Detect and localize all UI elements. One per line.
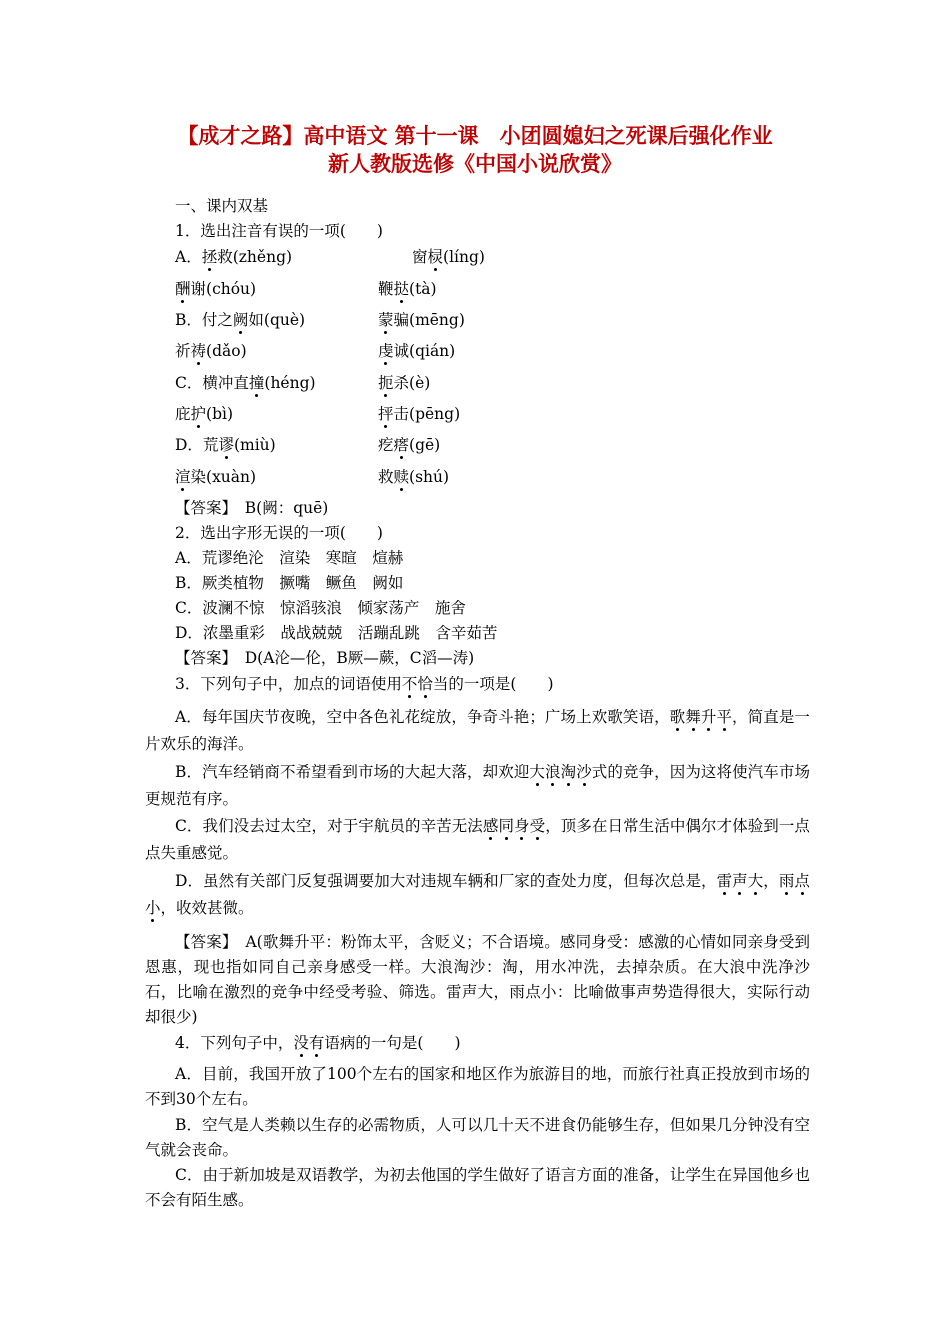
q1-option-a3: 酬谢(chóu)	[175, 280, 257, 298]
q1-option-a1: A．拯救(zhěng)	[175, 248, 293, 266]
q1-option-b2: 蒙骗(mēng)	[378, 311, 465, 329]
q2-answer: 【答案】 D(A沦—伦，B厥—蕨，C滔—涛)	[175, 649, 475, 667]
page-subtitle	[0, 150, 950, 178]
q1-option-d3: 渲染(xuàn)	[175, 468, 257, 486]
section-heading: 一、课内双基	[175, 197, 269, 215]
q3-option-d: D．虽然有关部门反复强调要加大对违规车辆和厂家的查处力度，但每次总是，雷声大，雨点小，收效甚微。	[145, 872, 810, 917]
title-line-1: 【成才之路】高中语文 第十一课 小团圆媳妇之死课后强化作业	[177, 124, 773, 148]
q4-stem: 4．下列句子中，没有语病的一句是( )	[175, 1034, 461, 1052]
q3-option-b: B．汽车经销商不希望看到市场的大起大落，却欢迎大浪淘沙式的竞争，因为这将使汽车市场更规范有序。	[145, 763, 810, 808]
q1-option-b1: B．付之阙如(què)	[175, 311, 306, 329]
q1-option-c2: 扼杀(è)	[378, 374, 431, 392]
q3-stem: 3．下列句子中，加点的词语使用不恰当的一项是( )	[175, 675, 554, 693]
q3-option-a: A．每年国庆节夜晚，空中各色礼花绽放，争奇斗艳；广场上欢歌笑语，歌舞升平，简直是一片欢乐的海洋。	[145, 708, 810, 753]
q2-stem: 2．选出字形无误的一项( )	[175, 524, 383, 542]
q1-option-b4: 虔诚(qián)	[378, 342, 456, 360]
page-title	[0, 122, 950, 150]
q2-option-a: A．荒谬绝沦 渲染 寒暄 煊赫	[175, 549, 404, 567]
q1-option-c3: 庇护(bì)	[175, 405, 234, 423]
q2-option-c: C．波澜不惊 惊滔骇浪 倾家荡产 施舍	[175, 599, 466, 617]
q4-option-c: C．由于新加坡是双语教学，为初去他国的学生做好了语言方面的准备，让学生在异国他乡也不会有陌生感。	[145, 1166, 810, 1209]
title-line-2: 新人教版选修《中国小说欣赏》	[328, 152, 622, 176]
q1-option-d4: 救赎(shú)	[378, 468, 450, 486]
q4-option-b: B．空气是人类赖以生存的必需物质，人可以几十天不进食仍能够生存，但如果几分钟没有空气就会丧命。	[145, 1116, 810, 1159]
q1-option-d1: D．荒谬(miù)	[175, 436, 276, 454]
q2-option-d: D．浓墨重彩 战战兢兢 活蹦乱跳 含辛茹苦	[175, 624, 498, 642]
q1-stem: 1．选出注音有误的一项( )	[175, 222, 383, 240]
q1-option-c1: C．横冲直撞(héng)	[175, 374, 316, 392]
q1-answer: 【答案】 B(阙：quē)	[175, 499, 329, 517]
q1-option-d2: 疙瘩(gē)	[378, 436, 441, 454]
q1-option-a2: 窗棂(líng)	[412, 248, 485, 266]
q1-option-b3: 祈祷(dǎo)	[175, 342, 247, 360]
q4-option-a: A．目前，我国开放了100个左右的国家和地区作为旅游目的地，而旅行社真正投放到市场的不到30个左右。	[145, 1065, 810, 1108]
q3-option-c: C．我们没去过太空，对于宇航员的辛苦无法感同身受，顶多在日常生活中偶尔才体验到一点点失重感觉。	[145, 817, 810, 862]
q1-option-a4: 鞭挞(tà)	[378, 280, 437, 298]
q1-option-c4: 抨击(pēng)	[378, 405, 461, 423]
q2-option-b: B．厥类植物 撅嘴 鳜鱼 阙如	[175, 574, 404, 592]
q3-answer: 【答案】 A(歌舞升平：粉饰太平，含贬义；不合语境。感同身受：感激的心情如同亲身受到恩惠，现也指如同自己亲身感受一样。大浪淘沙：淘，用水冲洗，去掉杂质。在大浪中洗净沙石，比喻在激烈的竞争中经受考验、筛选。雷声大，雨点小：比喻做事声势造得很大，实际行动却很少)	[145, 933, 810, 1026]
